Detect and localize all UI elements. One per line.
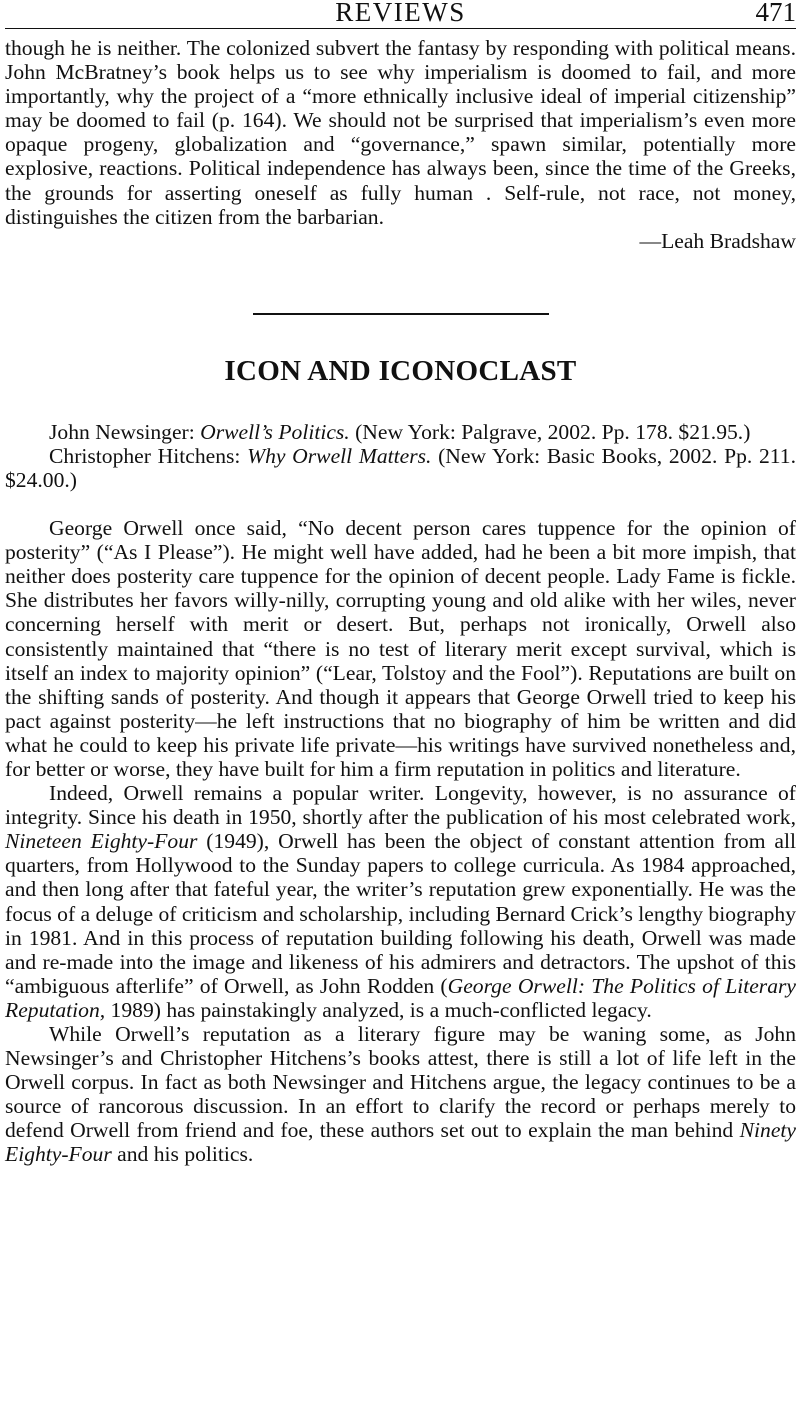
book-author: Christopher Hitchens: [49,443,248,468]
italic-title: George Orwell: The Politics of Literary Reputation, [5,973,796,1022]
page-number: 471 [755,0,796,27]
italic-title: Ninety Eighty-Four [5,1118,796,1167]
book-citation [5,444,796,492]
review-body [5,516,796,1167]
reviewer-signature: —Leah Bradshaw [639,228,796,253]
section-divider-rule [253,313,549,315]
text-run: While Orwell’s reputation as a literary figure may be waning some, as John Newsinger’s and Christopher Hitchens’s books attest, there is still a lot of life left in the Orwell corpus. In fact as both Newsinger and Hitchens argue, the legacy continues to be a source of rancorous discussion. In an effort to clarify the record or perhaps merely to defend Orwell from friend and foe, these authors set out to explain the man behind [5,1022,796,1143]
body-paragraph [5,781,796,1022]
text-run: Indeed, Orwell remains a popular writer. Longevity, however, is no assurance of integrity. Since his death in 1950, shortly after the publication of his most celebrated work, [5,781,796,830]
reviewed-books-list [5,420,796,492]
book-title: Orwell’s Politics. [200,419,350,444]
running-head-title: REVIEWS [335,0,466,27]
running-head [5,0,796,29]
book-title: Why Orwell Matters. [247,443,432,468]
body-paragraph [5,1022,796,1167]
previous-review-closing-paragraph: though he is neither. The colonized subvert the fantasy by responding with political means. John McBratney’s book helps us to see why imperialism is doomed to fail, and more importantly, why the project of a “more ethnically inclusive ideal of imperial citizenship” may be doomed to fail (p. 164). We should not be surprised that imperialism’s even more opaque progeny, globalization and “governance,” spawn similar, potentially more explosive, reactions. Political independence has always been, since the time of the Greeks, the grounds for asserting oneself as fully human . Self-rule, not race, not money, distinguishes the citizen from the barbarian. [5,36,796,229]
text-run: 1989) has painstakingly analyzed, is a much-conflicted legacy. [105,997,652,1022]
italic-title: Nineteen Eighty-Four [5,829,198,854]
body-paragraph: George Orwell once said, “No decent person cares tuppence for the opinion of posterity” (“As I Please”). He might well have added, had he been a bit more impish, that neither does posterity care tuppence for the opinion of decent people. Lady Fame is fickle. She distributes her favors willy-nilly, corrupting young and old alike with her wiles, never concerning herself with merit or desert. But, perhaps not ironically, Orwell also consistently maintained that “there is no test of literary merit except survival, which is itself an index to majority opinion” (“Lear, Tolstoy and the Fool”). Reputations are built on the shifting sands of posterity. And though it appears that George Orwell tried to keep his pact against posterity—he left instructions that no biography of him be written and did what he could to keep his private life private—his writings have survived nonetheless and, for better or worse, they have built for him a firm reputation in politics and literature. [5,516,796,781]
journal-page [5,0,796,1411]
book-author: John Newsinger: [49,419,201,444]
book-citation [5,420,796,444]
review-heading: ICON AND ICONOCLAST [224,354,577,387]
book-details: (New York: Basic Books, 2002. Pp. 211. $24.00.) [5,443,796,492]
text-run: (1949), Orwell has been the object of constant attention from all quarters, from Hollywood to the Sunday papers to college curricula. As 1984 approached, and then long after that fateful year, the writer’s reputation grew exponentially. He was the focus of a deluge of criticism and scholarship, including Bernard Crick’s lengthy biography in 1981. And in this process of reputation building following his death, Orwell was made and re-made into the image and likeness of his admirers and detractors. The upshot of this “ambiguous afterlife” of Orwell, as John Rodden ( [5,829,796,998]
text-run: and his politics. [111,1142,254,1167]
book-details: (New York: Palgrave, 2002. Pp. 178. $21.95.) [349,419,751,444]
